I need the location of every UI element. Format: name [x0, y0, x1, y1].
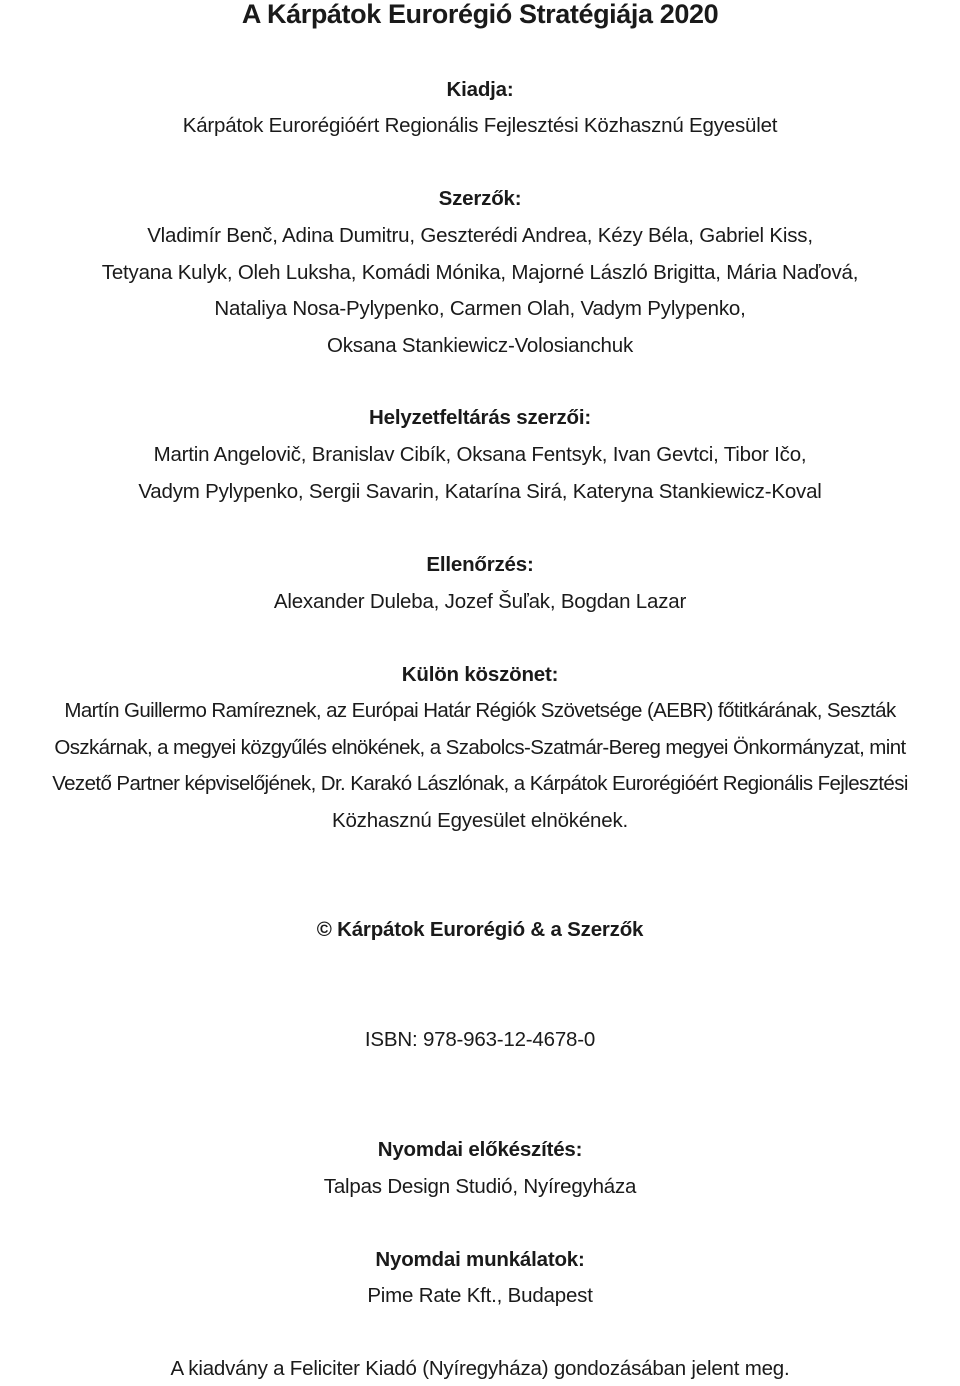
authors-line: Tetyana Kulyk, Oleh Luksha, Komádi Mónika, Majorné László Brigitta, Mária Naďová,: [101, 261, 859, 284]
document-title: A Kárpátok Eurorégió Stratégiája 2020: [241, 0, 719, 29]
printing-heading: Nyomdai munkálatok:: [375, 1248, 585, 1271]
authors-line: Oksana Stankiewicz-Volosianchuk: [326, 334, 633, 357]
review-heading: Ellenőrzés:: [426, 553, 534, 576]
thanks-heading: Külön köszönet:: [401, 663, 559, 686]
authors-line: Nataliya Nosa-Pylypenko, Carmen Olah, Vadym Pylypenko,: [214, 297, 746, 320]
authors-line: Vladimír Benč, Adina Dumitru, Geszterédi Andrea, Kézy Béla, Gabriel Kiss,: [147, 224, 813, 247]
situation-authors-line: Martin Angelovič, Branislav Cibík, Oksana Fentsyk, Ivan Gevtci, Tibor Ičo,: [153, 443, 807, 466]
publisher-name: Kárpátok Eurorégióért Regionális Fejlesztési Közhasznú Egyesület: [182, 114, 778, 137]
situation-authors-heading: Helyzetfeltárás szerzői:: [369, 406, 591, 429]
thanks-line: Martín Guillermo Ramíreznek, az Európai Határ Régiók Szövetsége (AEBR) főtitkárának, Seszták: [64, 699, 896, 722]
authors-heading: Szerzők:: [438, 187, 522, 210]
prepress-heading: Nyomdai előkészítés:: [377, 1138, 583, 1161]
prepress-line: Talpas Design Studió, Nyíregyháza: [323, 1175, 637, 1198]
publisher-footer: A kiadvány a Feliciter Kiadó (Nyíregyháza) gondozásában jelent meg.: [170, 1357, 790, 1380]
thanks-line: Vezető Partner képviselőjének, Dr. Karakó Lászlónak, a Kárpátok Eurorégióért Regionális Fejlesztési: [52, 772, 908, 795]
printing-line: Pime Rate Kft., Budapest: [367, 1284, 593, 1307]
thanks-line: Közhasznú Egyesület elnökének.: [331, 809, 628, 832]
publisher-heading: Kiadja:: [446, 78, 514, 101]
situation-authors-line: Vadym Pylypenko, Sergii Savarin, Katarína Sirá, Kateryna Stankiewicz-Koval: [138, 480, 822, 503]
review-line: Alexander Duleba, Jozef Šuľak, Bogdan Lazar: [273, 590, 687, 613]
isbn: ISBN: 978-963-12-4678-0: [364, 1028, 596, 1051]
copyright-notice: © Kárpátok Eurorégió & a Szerzők: [316, 918, 644, 941]
thanks-line: Oszkárnak, a megyei közgyűlés elnökének, a Szabolcs-Szatmár-Bereg megyei Önkormányzat, mint: [54, 736, 906, 759]
